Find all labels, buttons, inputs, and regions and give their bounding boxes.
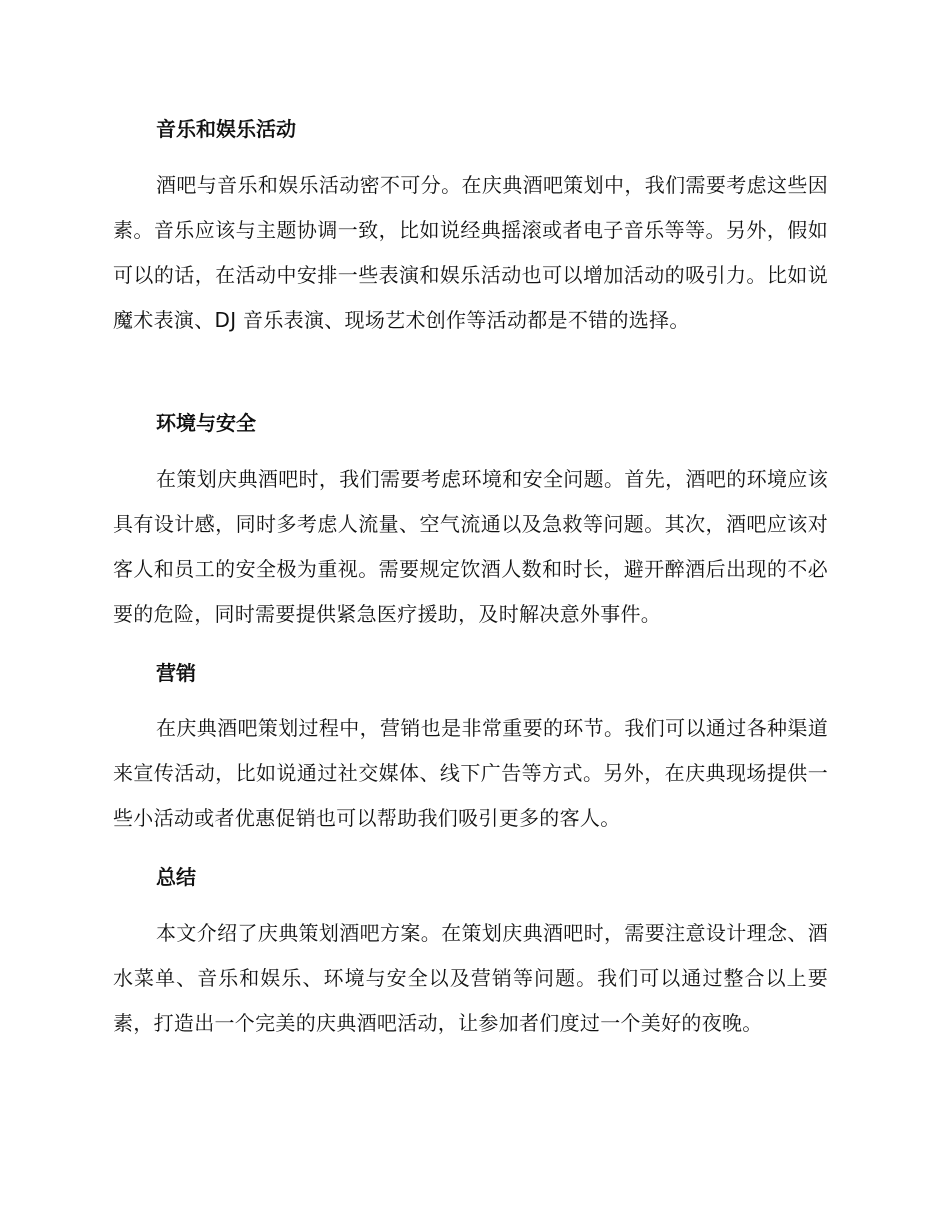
- section-heading-music: 音乐和娱乐活动: [156, 117, 296, 141]
- section-body-marketing: 在庆典酒吧策划过程中，营销也是非常重要的环节。我们可以通过各种渠道来宣传活动，比如说通过社交媒体、线下广告等方式。另外，在庆典现场提供一些小活动或者优惠促销也可以帮助我们吸引更多的客人。: [113, 716, 828, 830]
- section-body-music: 酒吧与音乐和娱乐活动密不可分。在庆典酒吧策划中，我们需要考虑这些因素。音乐应该与主题协调一致，比如说经典摇滚或者电子音乐等等。另外，假如可以的话，在活动中安排一些表演和娱乐活动也可以增加活动的吸引力。比如说魔术表演、DJ 音乐表演、现场艺术创作等活动都是不错的选择。: [113, 173, 828, 332]
- section-body-environment-safety: 在策划庆典酒吧时，我们需要考虑环境和安全问题。首先，酒吧的环境应该具有设计感，同时多考虑人流量、空气流通以及急救等问题。其次，酒吧应该对客人和员工的安全极为重视。需要规定饮酒人数和时长，避开醉酒后出现的不必要的危险，同时需要提供紧急医疗援助，及时解决意外事件。: [113, 467, 828, 626]
- section-heading-summary: 总结: [156, 865, 196, 889]
- section-body-summary: 本文介绍了庆典策划酒吧方案。在策划庆典酒吧时，需要注意设计理念、酒水菜单、音乐和娱乐、环境与安全以及营销等问题。我们可以通过整合以上要素，打造出一个完美的庆典酒吧活动，让参加者们度过一个美好的夜晚。: [113, 921, 828, 1035]
- section-heading-marketing: 营销: [156, 661, 196, 685]
- section-heading-environment-safety: 环境与安全: [156, 411, 256, 435]
